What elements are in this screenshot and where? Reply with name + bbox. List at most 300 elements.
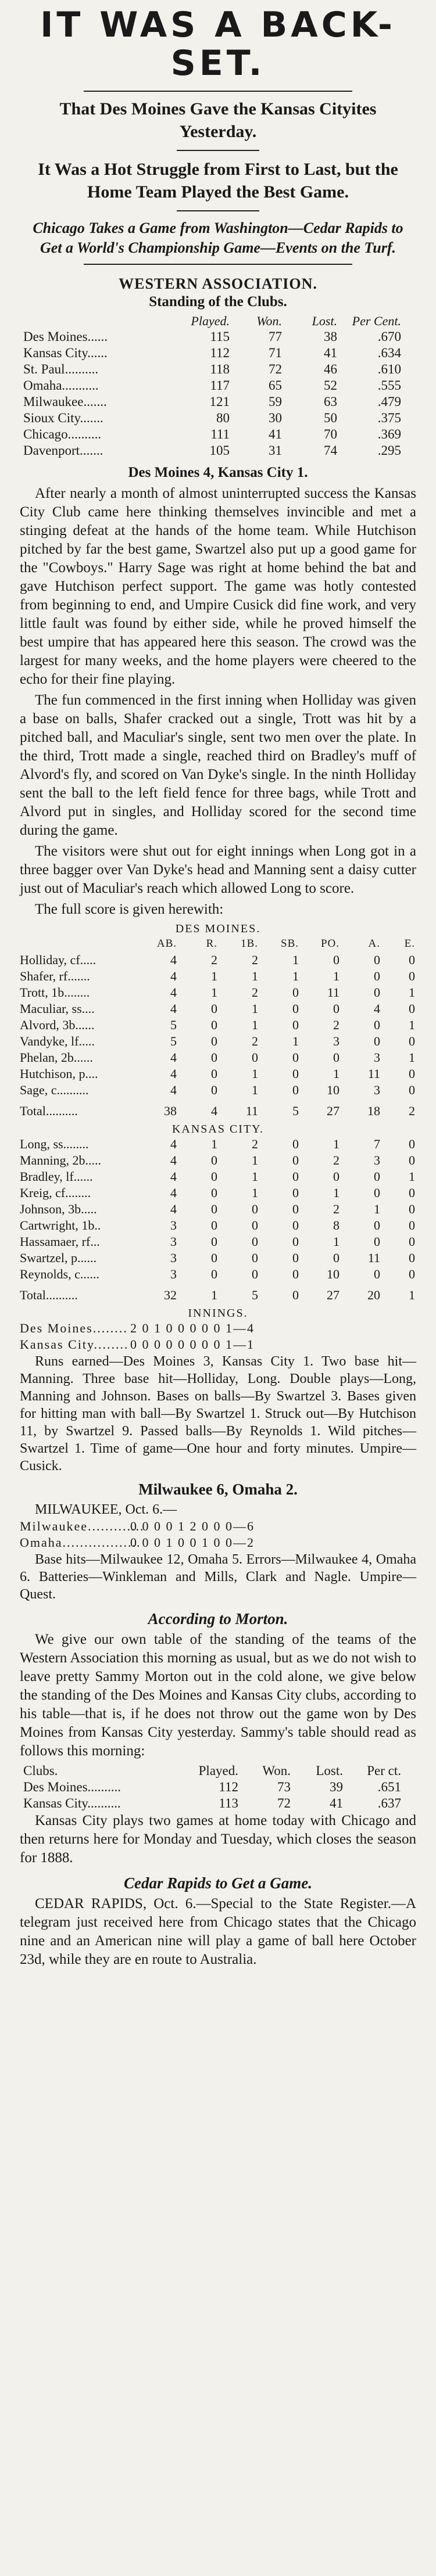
box-row-cell: 0: [333, 1050, 339, 1065]
box-total-row-cell: 20: [367, 1287, 380, 1302]
box-row-cell: Manning, 2b.....: [20, 1152, 101, 1167]
box-row-cell: 1: [252, 1082, 258, 1097]
box-row-cell: 0: [211, 1250, 217, 1265]
standings-row: [20, 410, 416, 426]
box-row-cell: Swartzel, p......: [20, 1250, 97, 1265]
box-row: [20, 968, 416, 985]
innings-row-cell: Kansas City........: [20, 1336, 129, 1352]
box-row-cell: 0: [211, 1033, 217, 1048]
box-row-cell: 4: [170, 968, 177, 983]
box-total-row-cell: Total..........: [20, 1287, 78, 1302]
box-row-cell: 10: [327, 1082, 339, 1097]
box-row-cell: 0: [374, 1234, 380, 1249]
box-row-cell: 1: [252, 1185, 258, 1200]
standings-row-cell: 38: [324, 329, 337, 344]
box-row-cell: Kreig, cf........: [20, 1185, 91, 1200]
innings-row-cell: Des Moines........: [20, 1320, 128, 1335]
box-row-cell: Long, ss........: [20, 1136, 89, 1151]
box-row-cell: 1: [333, 1066, 339, 1081]
standings-row-cell: Milwaukee.......: [23, 394, 107, 409]
box-total-row-cell: 27: [327, 1287, 339, 1302]
morton-header-cell: Played.: [198, 1763, 238, 1778]
innings-row-cell: 0 0 0 1 0 0 1 0 0—2: [130, 1535, 255, 1550]
team-label: DES MOINES.: [175, 922, 261, 935]
standings-row-cell: 70: [324, 426, 337, 441]
box-row-cell: Vandyke, lf.....: [20, 1033, 95, 1048]
box-row-cell: 0: [292, 1001, 299, 1016]
standings-row-cell: 117: [210, 378, 230, 393]
box-row-cell: 11: [367, 1250, 380, 1265]
morton-row-cell: Kansas City..........: [23, 1795, 121, 1810]
box-row-cell: 0: [211, 1152, 217, 1167]
morton-row-cell: Des Moines..........: [23, 1779, 121, 1794]
standings-row: [20, 426, 416, 443]
box-row-cell: 0: [409, 1082, 415, 1097]
box-row-cell: 0: [211, 1082, 217, 1097]
box-row-cell: 1: [292, 1033, 299, 1048]
deck-1: That Des Moines Gave the Kansas Cityites Yesterday.: [59, 99, 377, 141]
box-row-cell: 0: [211, 1050, 217, 1065]
box-row-cell: 0: [292, 1169, 299, 1184]
box-row: [20, 1136, 416, 1152]
story-paragraph: After nearly a month of almost uninterrupted success the Kansas City Club came here thinking themselves invincible and met a stinging defeat at the hands of the home team. While Hutchison pitched by far the best game, Swartzel also put up a good game for the "Cowboys." Harry Sage was right at home behind the bat and gave Hutchison perfect support. The game was hotly contested from beginning to end, and Umpire Cusick did fine work, and very little fault was found by either side, while he proved himself the best umpire that has appeared here this season. The crowd was the largest for many weeks, and the home players were cheered to the echo for their fine playing.: [20, 485, 416, 687]
box-total-row-cell: 0: [292, 1287, 299, 1302]
box-row-cell: 0: [333, 1250, 339, 1265]
divider: [84, 264, 352, 265]
box-row-cell: 0: [252, 1266, 258, 1281]
box-row-cell: 1: [333, 1234, 339, 1249]
standings-row-cell: .369: [377, 426, 401, 441]
box-row-cell: 10: [327, 1266, 339, 1281]
box-row-cell: 4: [170, 1185, 177, 1200]
standings-row-cell: 71: [269, 345, 282, 360]
standings-row-cell: 30: [269, 410, 282, 425]
standings-row-cell: 112: [210, 345, 230, 360]
box-row-cell: 0: [211, 1266, 217, 1281]
standings-row-cell: 72: [269, 361, 282, 376]
box-row-cell: 3: [374, 1082, 380, 1097]
box-row-cell: 1: [333, 968, 339, 983]
standings-row-cell: Omaha...........: [23, 378, 99, 393]
box-row-cell: 0: [292, 1017, 299, 1032]
innings-label: INNINGS.: [188, 1306, 248, 1320]
box-row-cell: 0: [333, 952, 339, 967]
box-row-cell: 4: [170, 1136, 177, 1151]
box-row-cell: 2: [252, 985, 258, 1000]
standings-row-cell: 105: [209, 443, 230, 458]
standings-row-cell: 118: [210, 361, 230, 376]
box-row: [20, 1017, 416, 1033]
morton-header: [20, 1763, 416, 1779]
box-row: [20, 1152, 416, 1169]
box-row-cell: 1: [292, 968, 299, 983]
box-row-cell: 0: [374, 952, 380, 967]
box-row-cell: Sage, c..........: [20, 1082, 89, 1097]
morton-row-cell: .637: [377, 1795, 401, 1810]
innings-row-cell: Milwaukee.............: [20, 1518, 145, 1533]
standings-row-cell: Des Moines......: [23, 329, 108, 344]
box-row-cell: 1: [292, 952, 299, 967]
box-row-cell: Holliday, cf.....: [20, 952, 97, 967]
box-header-cell: SB.: [281, 937, 299, 950]
box-row-cell: Johnson, 3b.....: [20, 1201, 97, 1216]
innings-row: [20, 1518, 416, 1535]
box-row-cell: 0: [211, 1201, 217, 1216]
standings-row-cell: 115: [210, 329, 230, 344]
story-paragraph: The fun commenced in the first inning when Holliday was given a base on balls, Shafer cracked out a single, Trott was hit by a pitched ball, and Maculiar's single, sent two men over the plate. In the third, Trott made a single, reached third on Bradley's muff of Alvord's fly, and scored on Van Dyke's single. In the ninth Holliday sent the ball to the left field fence for three bags, while Trott and Alvord put in singles, and Holliday scored for the second time during the game.: [20, 692, 416, 838]
box-row-cell: 2: [252, 1033, 258, 1048]
game2-innings: [20, 1518, 416, 1551]
box-row-cell: 0: [292, 1185, 299, 1200]
box-total-row: [20, 1287, 416, 1303]
deck-3: Chicago Takes a Game from Washington—Cedar Rapids to Get a World's Championship Game—Events on the Turf.: [33, 220, 403, 256]
standings-row-cell: .555: [377, 378, 401, 393]
box-row-cell: 1: [211, 1136, 217, 1151]
box-row: [20, 1001, 416, 1017]
box-row-cell: 2: [333, 1201, 339, 1216]
box-row-cell: 0: [252, 1250, 258, 1265]
box-row-cell: 4: [170, 1152, 177, 1167]
game2-dateline: MILWAUKEE, Oct. 6.—: [35, 1501, 177, 1517]
box-row-cell: 0: [409, 1201, 415, 1216]
box-row-cell: 0: [211, 1234, 217, 1249]
standings-row-cell: .479: [377, 394, 401, 409]
game1-title: Des Moines 4, Kansas City 1.: [128, 464, 308, 480]
box-row-cell: 1: [211, 985, 217, 1000]
morton-row-cell: 113: [219, 1795, 238, 1810]
morton-row-cell: 39: [330, 1779, 343, 1794]
game2-title: Milwaukee 6, Omaha 2.: [138, 1480, 298, 1498]
box-row-cell: 0: [409, 1217, 415, 1233]
morton-after: Kansas City plays two games at home today with Chicago and then returns here for Monday and Tuesday, which closes the season for 1888.: [20, 1812, 416, 1866]
box-row-cell: Alvord, 3b......: [20, 1017, 95, 1032]
box-total-row-cell: 1: [211, 1287, 217, 1302]
innings-table: [20, 1320, 416, 1353]
box-row-cell: 4: [170, 1066, 177, 1081]
box-row-cell: 1: [252, 1066, 258, 1081]
box-row-cell: 0: [292, 1250, 299, 1265]
box-total-row-cell: 4: [211, 1103, 217, 1118]
standings-row-cell: 59: [269, 394, 282, 409]
box-header-cell: R.: [206, 937, 217, 950]
box-row-cell: 0: [211, 1217, 217, 1233]
box-row: [20, 1185, 416, 1201]
box-row-cell: 11: [327, 985, 339, 1000]
box-row-cell: 4: [170, 952, 177, 967]
standings-row-cell: Davenport.......: [23, 443, 103, 458]
standings-header-cell: Won.: [256, 313, 282, 328]
morton-row-cell: .651: [377, 1779, 401, 1794]
innings-row-cell: 0 0 0 0 0 0 0 0 1—1: [130, 1336, 255, 1352]
box-row-cell: 0: [252, 1217, 258, 1233]
box-row-cell: 2: [211, 952, 217, 967]
box-row-cell: 1: [409, 1169, 415, 1184]
box-row-cell: 0: [211, 1066, 217, 1081]
box-row-cell: 4: [170, 1169, 177, 1184]
box-row-cell: 0: [211, 1169, 217, 1184]
box-score-header: [20, 936, 416, 952]
box-row-cell: 0: [292, 1152, 299, 1167]
box-row-cell: 2: [252, 1136, 258, 1151]
box-row-cell: Shafer, rf.......: [20, 968, 90, 983]
innings-row-cell: 2 0 1 0 0 0 0 0 1—4: [130, 1320, 255, 1335]
morton-row-cell: 112: [219, 1779, 238, 1794]
cedar-paragraph: CEDAR RAPIDS, Oct. 6.—Special to the State Register.—A telegram just received here from Chicago states that the Chicago nine and an American nine will play a game of ball here October 23d, while they are en route to Australia.: [20, 1895, 416, 1967]
box-total-row-cell: 32: [164, 1287, 177, 1302]
box-row-cell: 4: [170, 1082, 177, 1097]
box-row-cell: 0: [374, 1017, 380, 1032]
box-row-cell: 1: [252, 1169, 258, 1184]
standings-row-cell: 63: [324, 394, 337, 409]
box-row-cell: 3: [170, 1266, 177, 1281]
box-total-row-cell: Total..........: [20, 1103, 78, 1118]
morton-row: [20, 1795, 416, 1812]
box-row-cell: 1: [252, 1017, 258, 1032]
team-label: KANSAS CITY.: [171, 1122, 265, 1136]
divider: [177, 150, 259, 151]
morton-header-cell: Lost.: [316, 1763, 343, 1778]
box-row: [20, 1250, 416, 1266]
box-row-cell: 0: [409, 1250, 415, 1265]
box-row-cell: 0: [409, 1001, 415, 1016]
box-row-cell: 4: [170, 985, 177, 1000]
box-row-cell: 8: [333, 1217, 339, 1233]
box-total-row: [20, 1103, 416, 1119]
standings-row-cell: Chicago..........: [23, 426, 102, 441]
des-moines-box: [20, 952, 416, 1098]
story-paragraph: The visitors were shut out for eight innings when Long got in a three bagger over Van Dyke's head and Manning sent a daisy cutter just out of Maculiar's reach which allowed Long to score.: [20, 843, 416, 896]
box-row-cell: 1: [409, 1050, 415, 1065]
box-total-row-cell: 11: [245, 1103, 258, 1118]
morton-row-cell: 41: [330, 1795, 343, 1810]
box-row-cell: 5: [170, 1033, 177, 1048]
box-row-cell: 0: [409, 1033, 415, 1048]
box-row-cell: 1: [409, 1017, 415, 1032]
box-row: [20, 1066, 416, 1082]
box-row-cell: 0: [211, 1001, 217, 1016]
box-total-row-cell: 38: [164, 1103, 177, 1118]
box-row-cell: 11: [367, 1066, 380, 1081]
box-header-cell: E.: [404, 937, 415, 950]
innings-row: [20, 1535, 416, 1551]
box-row-cell: 0: [333, 1169, 339, 1184]
morton-row-cell: 73: [277, 1779, 291, 1794]
morton-row-cell: 72: [277, 1795, 291, 1810]
morton-table: [20, 1779, 416, 1812]
standings-row-cell: St. Paul..........: [23, 361, 99, 376]
box-row-cell: 0: [292, 1234, 299, 1249]
game2-summary: Base hits—Milwaukee 12, Omaha 5. Errors—Milwaukee 4, Omaha 6. Batteries—Winkleman and Mills, Clark and Nagle. Umpire—Quest.: [20, 1551, 416, 1602]
box-row-cell: Hutchison, p....: [20, 1066, 98, 1081]
box-row-cell: 1: [333, 1136, 339, 1151]
box-row-cell: 0: [292, 1136, 299, 1151]
box-row-cell: 0: [374, 1217, 380, 1233]
box-row-cell: 0: [409, 1185, 415, 1200]
box-row-cell: 0: [292, 1266, 299, 1281]
standings-row: [20, 345, 416, 361]
box-row: [20, 1266, 416, 1282]
standings-row-cell: 77: [269, 329, 282, 344]
box-total-row-cell: 5: [252, 1287, 258, 1302]
box-row-cell: Cartwright, 1b..: [20, 1217, 101, 1233]
standings-row-cell: 46: [324, 361, 337, 376]
standings-row-cell: Sioux City.......: [23, 410, 103, 425]
box-row: [20, 985, 416, 1001]
box-row-cell: 2: [252, 952, 258, 967]
box-row-cell: 5: [170, 1017, 177, 1032]
standings-row-cell: .375: [377, 410, 401, 425]
box-row: [20, 1217, 416, 1234]
story-paragraph: The full score is given herewith:: [35, 901, 224, 917]
box-row-cell: 0: [292, 1082, 299, 1097]
box-row-cell: 0: [292, 1201, 299, 1216]
standing-title: Standing of the Clubs.: [149, 293, 287, 310]
box-row-cell: 0: [409, 1136, 415, 1151]
box-row-cell: 0: [292, 1066, 299, 1081]
morton-header-cell: Won.: [262, 1763, 291, 1778]
box-header-cell: A.: [368, 937, 380, 950]
box-total-row-cell: 2: [409, 1103, 415, 1118]
box-row-cell: 2: [333, 1017, 339, 1032]
box-row-cell: Trott, 1b........: [20, 985, 90, 1000]
box-row-cell: 4: [170, 1001, 177, 1016]
box-row-cell: Hassamaer, rf...: [20, 1234, 100, 1249]
standings-header-cell: Per Cent.: [352, 313, 401, 328]
standings-header-cell: Played.: [191, 313, 230, 328]
box-row-cell: 0: [252, 1201, 258, 1216]
box-row: [20, 1050, 416, 1066]
box-row-cell: 3: [374, 1152, 380, 1167]
box-row-cell: 1: [252, 968, 258, 983]
morton-title: According to Morton.: [148, 1609, 288, 1627]
standings-row-cell: .295: [377, 443, 401, 458]
standings-row-cell: 41: [269, 426, 282, 441]
standings-row: [20, 329, 416, 345]
standings-row-cell: .634: [377, 345, 401, 360]
morton-header-cell: Per ct.: [367, 1763, 401, 1778]
box-row-cell: 1: [211, 968, 217, 983]
box-row-cell: 0: [374, 1169, 380, 1184]
box-row-cell: 0: [211, 1017, 217, 1032]
box-row-cell: 1: [333, 1185, 339, 1200]
box-row-cell: 3: [333, 1033, 339, 1048]
innings-row: [20, 1336, 416, 1353]
box-row-cell: Bradley, lf......: [20, 1169, 93, 1184]
innings-row-cell: 0 0 0 0 1 2 0 0 0—6: [130, 1518, 255, 1533]
standings-table: [20, 329, 416, 459]
box-row-cell: 0: [409, 1266, 415, 1281]
standings-header-cell: [23, 314, 154, 329]
box-row: [20, 952, 416, 968]
box-total-row-cell: 18: [367, 1103, 380, 1118]
innings-row-cell: Omaha..................: [20, 1535, 141, 1550]
box-row: [20, 1082, 416, 1098]
standings-header-cell: Lost.: [312, 313, 337, 328]
standings-row-cell: 111: [210, 426, 230, 441]
box-row-cell: 1: [409, 985, 415, 1000]
standings-row-cell: 65: [269, 378, 282, 393]
standings-row-cell: 80: [216, 410, 230, 425]
box-row-cell: 0: [252, 1234, 258, 1249]
kansas-city-total: [20, 1287, 416, 1303]
standings-row: [20, 361, 416, 378]
box-row-cell: 0: [211, 1185, 217, 1200]
box-row-cell: 0: [374, 1185, 380, 1200]
box-row: [20, 1201, 416, 1217]
box-row-cell: 7: [374, 1136, 380, 1151]
box-row-cell: 0: [409, 1152, 415, 1167]
headline: IT WAS A BACK-SET.: [40, 5, 396, 84]
box-row-cell: 0: [374, 985, 380, 1000]
box-row-cell: 0: [292, 985, 299, 1000]
box-row: [20, 1033, 416, 1050]
box-row-cell: 1: [252, 1152, 258, 1167]
box-row-cell: Maculiar, ss....: [20, 1001, 95, 1016]
box-row-cell: 0: [374, 1033, 380, 1048]
standings-row: [20, 394, 416, 410]
box-row-cell: 3: [170, 1217, 177, 1233]
cedar-title: Cedar Rapids to Get a Game.: [124, 1874, 312, 1892]
box-row-cell: 3: [170, 1234, 177, 1249]
box-row: [20, 1234, 416, 1250]
deck-2: It Was a Hot Struggle from First to Last, but the Home Team Played the Best Game.: [38, 160, 398, 202]
box-row-cell: 0: [409, 952, 415, 967]
standings-row-cell: Kansas City......: [23, 345, 108, 360]
box-row-cell: 4: [374, 1001, 380, 1016]
innings-row: [20, 1320, 416, 1336]
box-row-cell: 0: [333, 1001, 339, 1016]
standings-row-cell: .670: [377, 329, 401, 344]
box-row: [20, 1169, 416, 1185]
morton-row: [20, 1779, 416, 1795]
morton-paragraph: We give our own table of the standing of the teams of the Western Association this morning as usual, but as we do not wish to leave pretty Sammy Morton out in the cold alone, we give below the standing of the Des Moines and Kansas City clubs, according to his table—that is, if he does not throw out the game won by Des Moines from Kansas City yesterday. Sammy's table should read as follows this morning:: [20, 1631, 416, 1759]
box-header-cell: [20, 936, 136, 952]
standings-row-cell: 74: [324, 443, 337, 458]
box-row-cell: 0: [292, 1217, 299, 1233]
section-title: WESTERN ASSOCIATION.: [119, 275, 317, 292]
standings-row: [20, 378, 416, 394]
box-row-cell: Phelan, 2b......: [20, 1050, 93, 1065]
standings-header: [20, 314, 416, 329]
standings-row-cell: .610: [377, 361, 401, 376]
box-row-cell: Reynolds, c......: [20, 1266, 99, 1281]
box-header-cell: PO.: [320, 937, 339, 950]
divider: [84, 91, 352, 92]
box-row-cell: 3: [170, 1250, 177, 1265]
box-header-cell: AB.: [156, 937, 177, 950]
box-row-cell: 0: [409, 968, 415, 983]
kansas-city-box: [20, 1136, 416, 1282]
box-total-row-cell: 5: [292, 1103, 299, 1118]
box-row-cell: 0: [409, 1066, 415, 1081]
box-row-cell: 0: [292, 1050, 299, 1065]
standings-row-cell: 50: [324, 410, 337, 425]
box-row-cell: 1: [252, 1001, 258, 1016]
box-row-cell: 3: [374, 1050, 380, 1065]
standings-row-cell: 41: [324, 345, 337, 360]
box-row-cell: 0: [374, 968, 380, 983]
standings-row-cell: 52: [324, 378, 337, 393]
box-row-cell: 0: [409, 1234, 415, 1249]
game-summary: Runs earned—Des Moines 3, Kansas City 1. Two base hit—Manning. Three base hit—Holliday, Long. Double plays—Long, Manning and Johnson. Bases on balls—By Swartzel 3. Bases given for hitting man with ball—By Swartzel 1. Struck out—By Hutchison 11, by Swartzel 9. Passed balls—By Reynolds 1. Wild pitches—Swartzel 1. Time of game—One hour and forty minutes. Umpire—Cusick.: [20, 1353, 416, 1474]
des-moines-total: [20, 1103, 416, 1119]
box-total-row-cell: 27: [327, 1103, 339, 1118]
box-row-cell: 1: [374, 1201, 380, 1216]
box-row-cell: 0: [374, 1266, 380, 1281]
box-row-cell: 2: [333, 1152, 339, 1167]
box-row-cell: 4: [170, 1201, 177, 1216]
box-header-cell: 1B.: [241, 937, 258, 950]
